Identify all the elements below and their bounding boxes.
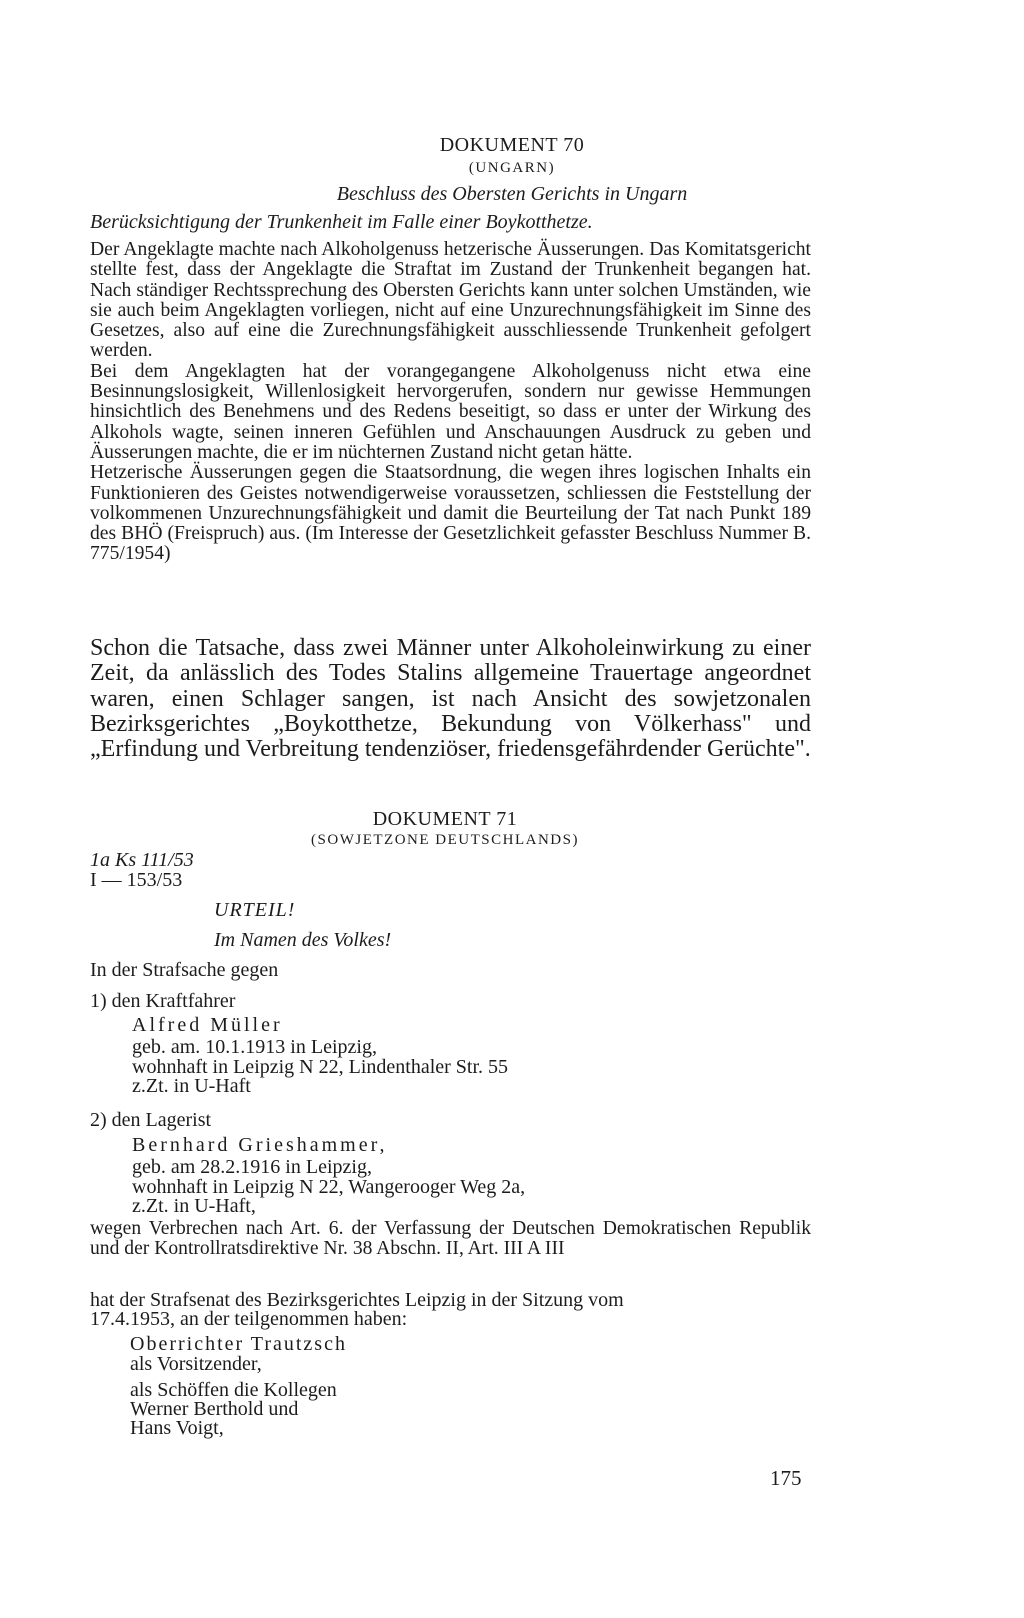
charge-paragraph: wegen Verbrechen nach Art. 6. der Verfassung der Deutschen Demokratischen Republik und der Kontrollratsdirektive Nr. 38 Abschn. II, Art. III A III (90, 1218, 811, 1260)
court-line-2: 17.4.1953, an der teilgenommen haben: (90, 1308, 408, 1330)
lay-judge-2: Hans Voigt, (130, 1417, 224, 1439)
doc70-body (90, 240, 811, 565)
case-intro: In der Strafsache gegen (90, 959, 279, 981)
defendant-1-status: z.Zt. in U-Haft (132, 1075, 251, 1097)
doc70-summary: Berücksichtigung der Trunkenheit im Falle einer Boykotthetze. (90, 211, 593, 233)
defendant-1-role: 1) den Kraftfahrer (90, 990, 236, 1012)
verdict-heading: URTEIL! (214, 899, 296, 921)
doc70-paragraph-1: Der Angeklagte machte nach Alkoholgenuss hetzerische Äusserungen. Das Komitatsgericht stellte fest, dass der Angeklagte die Straftat im Zustand der Trunkenheit begangen hat. Nach ständiger Rechtssprechung des Obersten Gerichts kann unter solchen Umständen, wie sie auch beim Angeklagten vorliegen, nicht auf eine Unzurechnungsfähigkeit im Sinne des Gesetzes, also auf eine die Zurechnungsfähigkeit ausschliessende Trunkenheit gefolgert werden. (90, 239, 811, 362)
presiding-judge (130, 1334, 347, 1354)
defendant-2-born: geb. am 28.2.1916 in Leipzig, (132, 1156, 372, 1178)
defendant-2-address: wohnhaft in Leipzig N 22, Wangerooger Weg 2a, (132, 1176, 526, 1198)
defendant-2-name: Bernhard Grieshammer, (132, 1134, 388, 1156)
doc71-title: DOKUMENT 71 (372, 808, 518, 830)
defendant-1-address: wohnhaft in Leipzig N 22, Lindenthaler Str. 55 (132, 1056, 509, 1078)
charge-text (90, 1219, 811, 1260)
doc70-title: DOKUMENT 70 (439, 134, 585, 156)
doc70-subtitle: Beschluss des Obersten Gerichts in Ungarn (336, 183, 688, 205)
doc71-reference-2: I — 153/53 (90, 869, 183, 891)
presiding-judge-name: Oberrichter Trautzsch (130, 1333, 347, 1355)
defendant-2-role: 2) den Lagerist (90, 1109, 212, 1131)
court-line-1: hat der Strafsenat des Bezirksgerichtes Leipzig in der Sitzung vom (90, 1289, 624, 1311)
defendant-1-name: Alfred Müller (132, 1014, 283, 1036)
doc71-reference-1: 1a Ks 111/53 (90, 849, 194, 871)
doc70-country: (UNGARN) (468, 160, 556, 176)
presiding-judge-role: als Vorsitzender, (130, 1353, 262, 1375)
commentary (90, 636, 811, 762)
commentary-text: Schon die Tatsache, dass zwei Männer unter Alkoholeinwirkung zu einer Zeit, da anlässlich des Todes Stalins allgemeine Trauertage angeordnet waren, einen Schlager sangen, ist nach Ansicht des sowjetzonalen Bezirksgerichtes „Boykotthetze, Bekundung von Völkerhass" und „Erfindung und Verbreitung tendenziöser, friedensgefährdender Gerüchte". (90, 635, 811, 763)
doc71-country: (SOWJETZONE DEUTSCHLANDS) (311, 832, 579, 848)
lay-judge-1: Werner Berthold und (130, 1398, 299, 1420)
lay-judges-intro: als Schöffen die Kollegen (130, 1379, 337, 1401)
doc70-paragraph-3: Hetzerische Äusserungen gegen die Staatsordnung, die wegen ihres logischen Inhalts ein Funktionieren des Geistes notwendigerweise voraussetzen, schliessen die Feststellung der volkommenen Unzurechnungsfähigkeit und damit die Beurteilung der Tat nach Punkt 189 des BHÖ (Freispruch) aus. (Im Interesse der Gesetzlichkeit gefasster Beschluss Nummer B. 775/1954) (90, 462, 811, 565)
in-name-of-people: Im Namen des Volkes! (214, 929, 392, 951)
defendant-1-born: geb. am. 10.1.1913 in Leipzig, (132, 1036, 377, 1058)
page-number: 175 (770, 1466, 802, 1490)
defendant-2-status: z.Zt. in U-Haft, (132, 1195, 256, 1217)
doc70-paragraph-2: Bei dem Angeklagten hat der vorangegangene Alkoholgenuss nicht etwa eine Besinnungslosigkeit, Willenlosigkeit hervorgerufen, sondern nur gewisse Hemmungen hinsichtlich des Benehmens und des Redens beseitigt, so dass er unter der Wirkung des Alkohols wagte, seinen inneren Gefühlen und Anschauungen Ausdruck zu geben und Äusserungen machte, die er im nüchternen Zustand nicht getan hätte. (90, 360, 811, 463)
